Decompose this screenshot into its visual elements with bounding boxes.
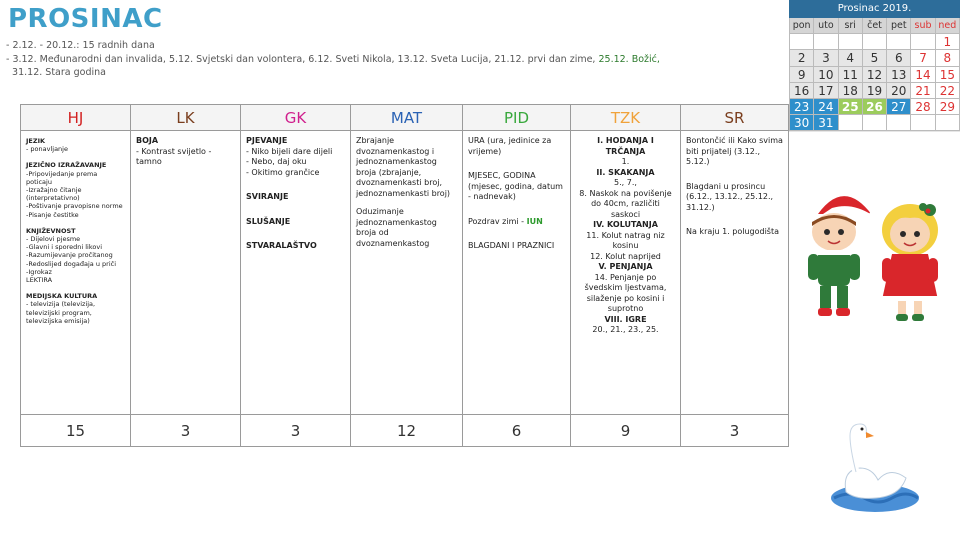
sr-topic: Na kraju 1. polugodišta [686, 227, 780, 236]
calendar-date: 29 [936, 99, 960, 115]
calendar-date: 2 [790, 50, 814, 66]
lk-item: - Kontrast svijetlo - tamno [136, 146, 212, 166]
cell-gk [241, 131, 351, 415]
boy-figure [808, 196, 883, 316]
calendar-title: Prosinac 2019. [789, 0, 960, 18]
calendar [789, 0, 960, 132]
gk-song: - Nebo, daj oku [246, 157, 307, 166]
hj-knjizevnost-item: -Igrokaz [26, 267, 52, 276]
calendar-day-header: sub [911, 18, 935, 34]
hours-mat: 12 [351, 415, 463, 447]
hj-knjizevnost-item: -Redoslijed događaja u priči [26, 259, 117, 268]
calendar-day-header: uto [814, 18, 838, 34]
hours-row [21, 415, 789, 447]
holidays-line [6, 53, 766, 79]
calendar-empty-cell [887, 115, 911, 131]
calendar-date: 12 [863, 67, 887, 83]
column-header-mat: MAT [351, 105, 463, 131]
working-days-line: - 2.12. - 20.12.: 15 radnih dana [6, 40, 155, 51]
lk-title: BOJA [136, 136, 159, 145]
calendar-date: 27 [887, 99, 911, 115]
calendar-empty-cell [887, 34, 911, 50]
hj-knjizevnost-item: -Glavni i sporedni likovi [26, 243, 103, 252]
tzk-section: II. SKAKANJA [596, 167, 655, 177]
cell-mat [351, 131, 463, 415]
gk-slusanje: SLUŠANJE [246, 216, 291, 226]
mat-topic: Oduzimanje jednoznamenkastog broja od dvoznamenkastog [356, 207, 437, 248]
column-header-gk: GK [241, 105, 351, 131]
tzk-item: 5., 7., [614, 178, 637, 187]
hj-medijska-item: - televizija (televizija, televizijski program, televizijska emisija) [26, 300, 96, 325]
pid-topic [468, 217, 565, 228]
hours-tzk: 9 [571, 415, 681, 447]
calendar-date: 24 [814, 99, 838, 115]
tzk-item: 8. Naskok na povišenje do 40cm, različiti saskoci [579, 188, 672, 219]
calendar-date: 7 [911, 50, 935, 66]
calendar-date: 19 [863, 83, 887, 99]
gk-stvaralastvo: STVARALAŠTVO [246, 241, 317, 250]
calendar-date: 6 [887, 50, 911, 66]
calendar-date: 3 [814, 50, 838, 66]
pid-winter-text: Pozdrav zimi - [468, 216, 527, 226]
calendar-day-header: sri [839, 18, 863, 34]
hj-jezik-title: JEZIK [26, 137, 46, 145]
hj-medijska-title: MEDIJSKA KULTURA [26, 292, 98, 301]
calendar-date: 17 [814, 83, 838, 99]
column-header-pid: PID [463, 105, 571, 131]
subject-header-row [21, 105, 789, 131]
calendar-date: 1 [936, 34, 960, 50]
calendar-date: 21 [911, 83, 935, 99]
girl-figure [882, 203, 938, 321]
calendar-date: 15 [936, 67, 960, 83]
tzk-item: 14. Penjanje po švedskim ljestvama, silaženje po kosini i suprotno [584, 272, 667, 313]
calendar-date: 20 [887, 83, 911, 99]
hj-jezik-item: - ponavljanje [26, 145, 68, 154]
calendar-empty-cell [863, 115, 887, 131]
gk-sviranje: SVIRANJE [246, 192, 289, 201]
tzk-section: I. HODANJA I TRČANJA [597, 136, 654, 156]
calendar-day-header: pon [790, 18, 814, 34]
cell-sr [681, 131, 789, 415]
calendar-date: 8 [936, 50, 960, 66]
holidays-text: - 3.12. Međunarodni dan invalida, 5.12. Svjetski dan volontera, 6.12. Sveti Nikola, 13.12. Sveta Lucija, 21.12. prvi dan zime, [6, 54, 599, 65]
tzk-item: 20., 21., 23., 25. [592, 325, 659, 334]
hj-izrazavanje-item: -Izražajno čitanje (interpretativno) [26, 186, 82, 203]
hours-gk: 3 [241, 415, 351, 447]
sr-topic: Bontončić ili Kako svima biti prijatelj (3.12., 5.12.) [686, 136, 783, 166]
cell-hj [21, 131, 131, 415]
calendar-date: 11 [839, 67, 863, 83]
christmas-text: 25.12. Božić, [598, 54, 660, 65]
calendar-empty-cell [863, 34, 887, 50]
pid-topic: BLAGDANI I PRAZNICI [468, 241, 555, 250]
calendar-date: 9 [790, 67, 814, 83]
hours-sr: 3 [681, 415, 789, 447]
page-title: PROSINAC [8, 4, 163, 34]
hours-hj: 15 [21, 415, 131, 447]
hours-lk: 3 [131, 415, 241, 447]
calendar-empty-cell [911, 115, 935, 131]
tzk-item: 1. [621, 157, 630, 166]
hj-izrazavanje-item: -Pisanje čestitke [26, 210, 79, 219]
calendar-date: 4 [839, 50, 863, 66]
hj-knjizevnost-title: KNJIŽEVNOST [26, 226, 76, 235]
calendar-grid [789, 18, 960, 131]
calendar-date: 30 [790, 115, 814, 131]
cell-pid [463, 131, 571, 415]
new-year-eve-text: 31.12. Stara godina [12, 67, 106, 78]
calendar-date: 16 [790, 83, 814, 99]
tzk-section: V. PENJANJA [598, 262, 653, 271]
calendar-date: 22 [936, 83, 960, 99]
calendar-day-header: čet [863, 18, 887, 34]
calendar-empty-cell [839, 34, 863, 50]
mat-topic: Zbrajanje dvoznamenkastog i jednoznamenkastog broja (zbrajanje, dvoznamenkasti broj, jednoznamenkasti broj) [356, 136, 451, 198]
calendar-date: 14 [911, 67, 935, 83]
gk-pjevanje-title: PJEVANJE [246, 136, 288, 145]
tzk-section: IV. KOLUTANJA [593, 220, 658, 229]
pid-iun-label: IUN [526, 216, 543, 226]
gk-song: - Niko bijeli dare dijeli [246, 146, 333, 156]
column-header-sr: SR [681, 105, 789, 131]
calendar-day-header: ned [936, 18, 960, 34]
hj-izrazavanje-title: JEZIČNO IZRAŽAVANJE [26, 161, 107, 170]
calendar-date: 5 [863, 50, 887, 66]
calendar-date: 10 [814, 67, 838, 83]
calendar-empty-cell [814, 34, 838, 50]
hj-knjizevnost-item: -Razumijevanje pročitanog [26, 251, 113, 260]
hj-izrazavanje-item: -Poštivanje pravopisne norme [26, 202, 123, 211]
calendar-date: 18 [839, 83, 863, 99]
calendar-date: 31 [814, 115, 838, 131]
pid-topic: MJESEC, GODINA (mjesec, godina, datum - nadnevak) [468, 171, 563, 201]
monthly-plan-table [20, 104, 789, 447]
pid-topic: URA (ura, jedinice za vrijeme) [468, 136, 552, 156]
calendar-date: 13 [887, 67, 911, 83]
hours-pid: 6 [463, 415, 571, 447]
cell-tzk [571, 131, 681, 415]
column-header-lk: LK [131, 105, 241, 131]
calendar-day-header: pet [887, 18, 911, 34]
calendar-empty-cell [839, 115, 863, 131]
column-header-hj: HJ [21, 105, 131, 131]
children-illustration [792, 180, 960, 330]
hj-knjizevnost-item: LEKTIRA [26, 276, 53, 285]
calendar-date: 26 [863, 99, 887, 115]
calendar-date: 25 [839, 99, 863, 115]
calendar-empty-cell [936, 115, 960, 131]
cell-lk [131, 131, 241, 415]
calendar-empty-cell [911, 34, 935, 50]
swan-illustration [820, 418, 930, 530]
tzk-item: 11. Kolut natrag niz kosinu [586, 230, 665, 250]
tzk-item: 12. Kolut naprijed [590, 251, 661, 261]
hj-izrazavanje-item: -Pripovijedanje prema poticaju [26, 169, 98, 186]
sr-topic: Blagdani u prosincu (6.12., 13.12., 25.12., 31.12.) [686, 181, 774, 212]
hj-knjizevnost-item: - Dijelovi pjesme [26, 235, 81, 244]
gk-song: - Okitimo grančice [246, 167, 320, 177]
tzk-section: VIII. IGRE [604, 314, 647, 324]
content-row [21, 131, 789, 415]
calendar-empty-cell [790, 34, 814, 50]
calendar-date: 23 [790, 99, 814, 115]
calendar-date: 28 [911, 99, 935, 115]
column-header-tzk: TZK [571, 105, 681, 131]
